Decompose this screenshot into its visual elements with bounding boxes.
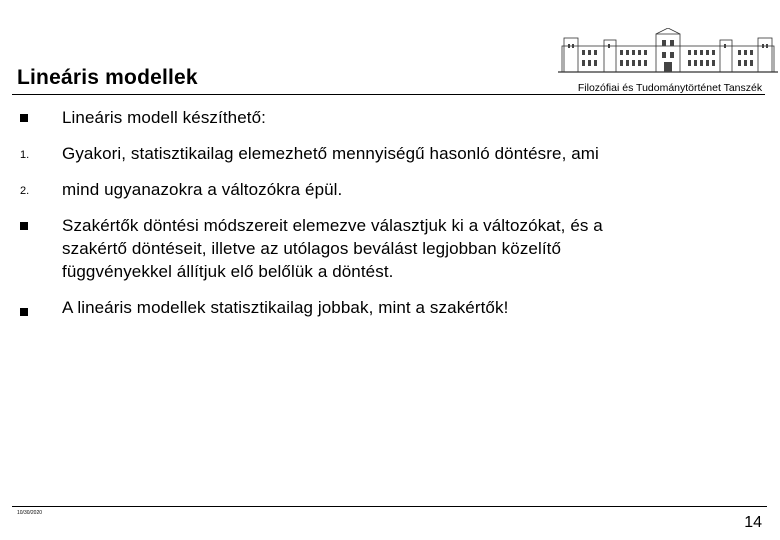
list-item-line: Szakértők döntési módszereit elemezve választjuk ki a változókat, és a — [62, 216, 603, 235]
university-logo — [558, 28, 778, 98]
logo-caption: Filozófiai és Tudománytörténet Tanszék — [577, 82, 763, 94]
list-item: Gyakori, statisztikailag elemezhető mennyiségű hasonló döntésre, ami — [62, 144, 599, 163]
page-number: 14 — [744, 514, 762, 531]
slide-title: Lineáris modellek — [17, 66, 198, 89]
bullet-number: 2. — [20, 185, 30, 197]
list-item: Lineáris modell készíthető: — [62, 108, 266, 127]
title-divider — [12, 94, 765, 95]
bullet-square — [20, 114, 28, 122]
list-item: mind ugyanazokra a változókra épül. — [62, 180, 343, 199]
bullet-number: 1. — [20, 149, 30, 161]
footer-divider — [12, 506, 767, 507]
slide-date: 10/30/2020 — [17, 510, 43, 516]
bullet-square — [20, 222, 28, 230]
list-item-line: szakértő döntéseit, illetve az utólagos beválást legjobban közelítő — [62, 239, 562, 258]
bullet-square — [20, 308, 28, 316]
building-icon — [558, 28, 778, 84]
list-item: A lineáris modellek statisztikailag jobbak, mint a szakértők! — [62, 298, 509, 317]
list-item-line: függvényekkel állítjuk elő belőlük a döntést. — [62, 262, 394, 281]
